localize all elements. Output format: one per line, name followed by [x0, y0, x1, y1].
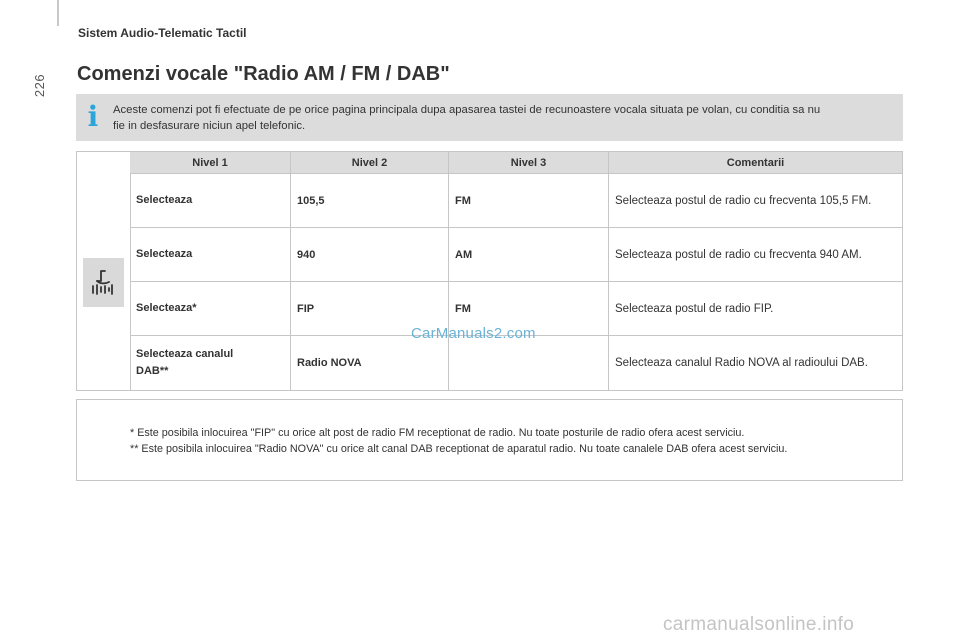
- info-text-line1: Aceste comenzi pot fi efectuate de pe orice pagina principala dupa apasarea tastei de recunoastere vocala situata pe volan, cu conditia sa nu: [113, 104, 821, 116]
- cell-level2: 940: [291, 228, 449, 281]
- cell-comment: Selecteaza postul de radio cu frecventa 940 AM.: [615, 248, 862, 261]
- cell-level1: Selecteaza: [130, 228, 291, 281]
- cell-level2: FIP: [291, 282, 449, 335]
- bottom-watermark: carmanualsonline.info: [663, 614, 855, 635]
- commands-grid: [130, 152, 902, 390]
- cell-level1: Selecteaza: [130, 174, 291, 227]
- voice-command-icon: [83, 258, 124, 307]
- table-row: [130, 336, 902, 390]
- cell-level1: Selecteaza*: [130, 282, 291, 335]
- page-title: Comenzi vocale "Radio AM / FM / DAB": [77, 63, 450, 85]
- voice-commands-table: [76, 151, 903, 391]
- footnote-2: ** Este posibila inlocuirea "Radio NOVA" cu orice alt canal DAB receptionat de aparatul radio. Nu toate canalele DAB ofera acest serviciu.: [130, 443, 788, 455]
- info-text: [113, 102, 888, 134]
- cell-level3: [449, 336, 609, 390]
- table-header-row: [130, 152, 902, 174]
- cell-level3: FM: [449, 282, 609, 335]
- cell-level3: AM: [449, 228, 609, 281]
- table-row: [130, 174, 902, 228]
- cell-level3: FM: [449, 174, 609, 227]
- voice-icon-cell: [77, 152, 131, 390]
- header-comments: Comentarii: [726, 156, 785, 169]
- cell-level1-line1: Selecteaza canalul: [136, 348, 234, 360]
- section-header: Sistem Audio-Telematic Tactil: [78, 26, 247, 40]
- cell-comment: Selecteaza postul de radio FIP.: [615, 302, 774, 315]
- header-level3: Nivel 3: [449, 152, 609, 173]
- page-number: 226: [32, 73, 48, 98]
- table-row: [130, 228, 902, 282]
- info-box: [76, 94, 903, 141]
- footnote-1: * Este posibila inlocuirea "FIP" cu orice alt post de radio FM receptionat de radio. Nu toate posturile de radio ofera acest serviciu.: [130, 427, 745, 439]
- info-text-line2: fie in desfasurare niciun apel telefonic.: [113, 120, 306, 132]
- cell-level1-line2: DAB**: [136, 365, 169, 377]
- margin-line: [57, 0, 59, 26]
- header-level2: Nivel 2: [291, 152, 449, 173]
- cell-comment: Selecteaza postul de radio cu frecventa 105,5 FM.: [615, 194, 872, 207]
- info-icon: i: [87, 100, 99, 133]
- center-watermark: CarManuals2.com: [411, 325, 536, 342]
- header-level1: Nivel 1: [130, 152, 291, 173]
- cell-comment: Selecteaza canalul Radio NOVA al radioului DAB.: [615, 357, 868, 369]
- cell-level2: Radio NOVA: [291, 336, 449, 390]
- footnotes-box: [76, 399, 903, 481]
- cell-level1: [130, 336, 291, 390]
- cell-level2: 105,5: [291, 174, 449, 227]
